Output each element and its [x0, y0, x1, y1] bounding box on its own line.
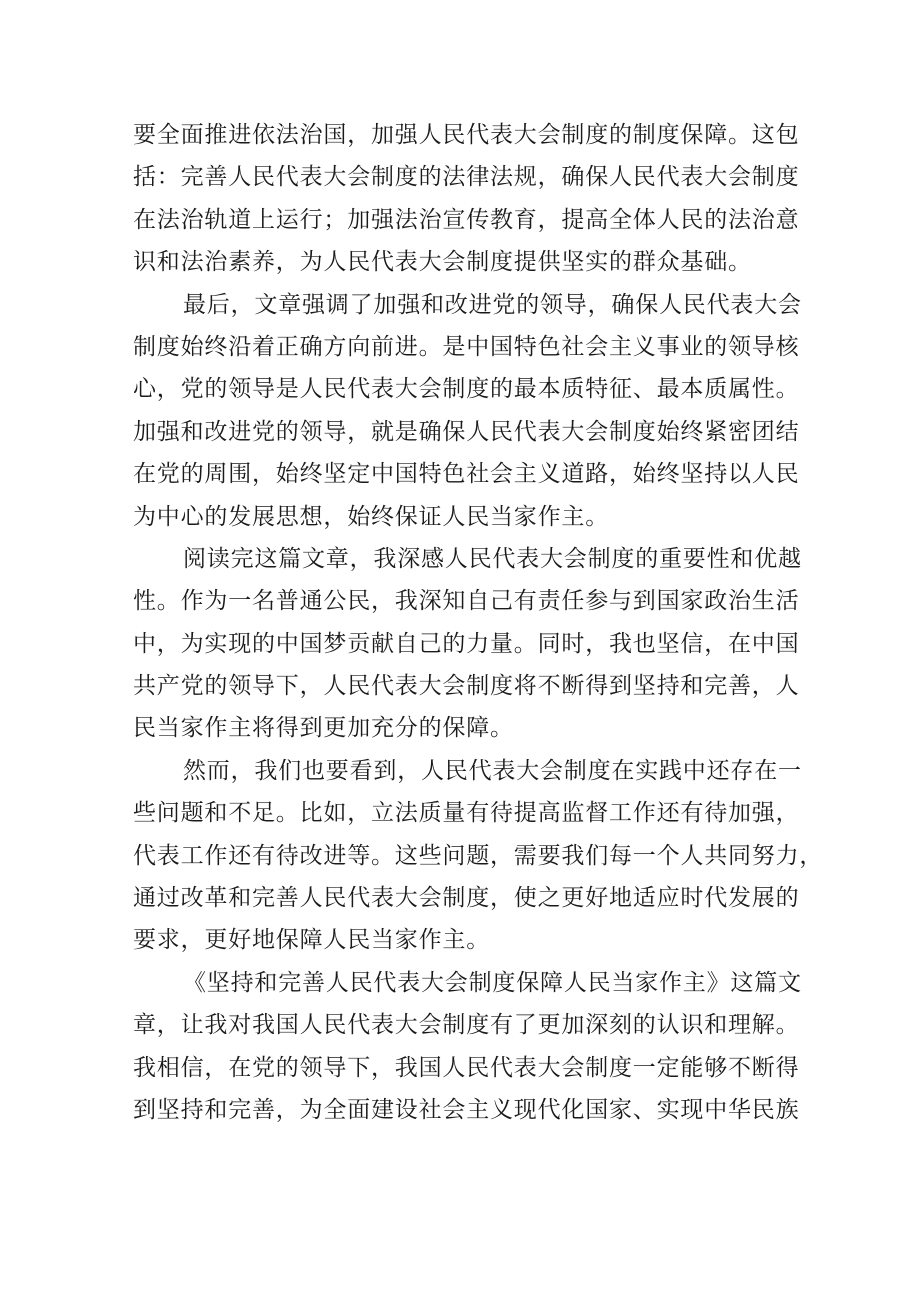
paragraph-1	[133, 114, 800, 284]
text-line: 为中心的发展思想，始终保证人民当家作主。	[133, 503, 609, 530]
paragraph-3	[133, 538, 802, 750]
text-line: 《坚持和完善人民代表大会制度保障人民当家作主》这篇文	[183, 969, 802, 996]
text-line: 中，为实现的中国梦贡献自己的力量。同时，我也坚信，在中国	[133, 630, 800, 657]
text-line: 阅读完这篇文章，我深感人民代表大会制度的重要性和优越	[183, 545, 802, 572]
paragraph-5	[133, 962, 802, 1132]
text-line: 在党的周围，始终坚定中国特色社会主义道路，始终坚持以人民	[133, 461, 800, 488]
text-line: 到坚持和完善，为全面建设社会主义现代化国家、实现中华民族	[133, 1096, 800, 1123]
text-line: 在法治轨道上运行；加强法治宣传教育，提高全体人民的法治意	[133, 206, 800, 233]
paragraph-2	[133, 284, 802, 538]
paragraph-4	[133, 750, 824, 962]
text-line: 要求，更好地保障人民当家作主。	[133, 927, 490, 954]
text-line: 共产党的领导下，人民代表大会制度将不断得到坚持和完善，人	[133, 673, 800, 700]
text-line: 心，党的领导是人民代表大会制度的最本质特征、最本质属性。	[133, 376, 800, 403]
text-line: 要全面推进依法治国，加强人民代表大会制度的制度保障。这包	[133, 122, 800, 148]
text-line: 民当家作主将得到更加充分的保障。	[133, 715, 514, 742]
document-body	[133, 114, 824, 1131]
text-line: 我相信，在党的领导下，我国人民代表大会制度一定能够不断得	[133, 1054, 800, 1081]
text-line: 制度始终沿着正确方向前进。是中国特色社会主义事业的领导核	[133, 333, 800, 360]
text-line: 加强和改进党的领导，就是确保人民代表大会制度始终紧密团结	[133, 418, 800, 445]
text-line: 章，让我对我国人民代表大会制度有了更加深刻的认识和理解。	[133, 1012, 800, 1039]
text-line: 最后，文章强调了加强和改进党的领导，确保人民代表大会	[183, 291, 802, 318]
text-line: 性。作为一名普通公民，我深知自己有责任参与到国家政治生活	[133, 588, 800, 615]
text-line: 括：完善人民代表大会制度的法律法规，确保人民代表大会制度	[133, 164, 800, 191]
text-line: 通过改革和完善人民代表大会制度，使之更好地适应时代发展的	[133, 885, 800, 912]
text-line: 代表工作还有待改进等。这些问题，需要我们每一个人共同努力，	[133, 842, 824, 869]
text-line: 然而，我们也要看到，人民代表大会制度在实践中还存在一	[183, 757, 802, 784]
text-line: 些问题和不足。比如，立法质量有待提高监督工作还有待加强，	[133, 800, 800, 827]
text-line: 识和法治素养，为人民代表大会制度提供坚实的群众基础。	[133, 249, 752, 276]
